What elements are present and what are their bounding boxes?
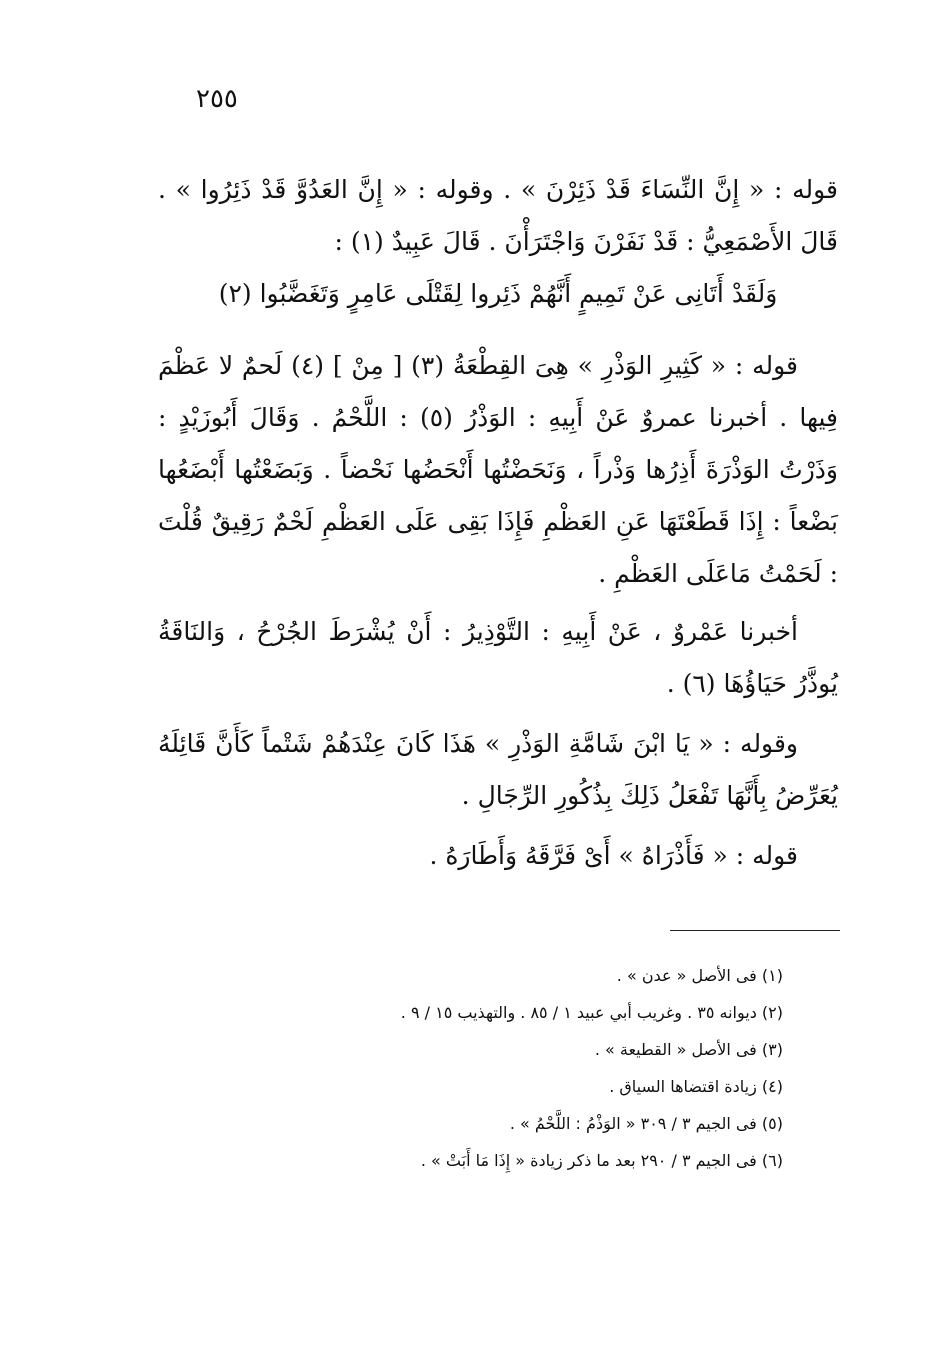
footnote-6: (٦) فى الجيم ٣ / ٢٩٠ بعد ما ذكر زيادة « إِذَا مَا أَبَتْ » .	[420, 1151, 783, 1170]
paragraph-text: أخبرنا عَمْروٌ ، عَنْ أَبِيهِ : التَّوْذِيرُ : أَنْ يُشْرَطَ الجُرْحُ ، وَالنَاقَةُ يُوذَّرُ حَيَاؤُهَا (٦) .	[158, 617, 838, 698]
page-number: ٢٥٥	[196, 84, 238, 114]
paragraph-text: قوله : « إِنَّ النِّسَاءَ قَدْ ذَئِرْنَ » . وقوله : « إِنَّ العَدُوَّ قَدْ ذَئِرُوا » . قَالَ الأَصْمَعِيُّ : قَدْ نَفَرْنَ وَاجْتَرَأْنَ . قَالَ عَبِيدٌ (١) :	[158, 175, 838, 256]
footnote-4: (٤) زيادة اقتضاها السياق .	[609, 1077, 783, 1096]
paragraph-text: قوله : « كَثِيرِ الوَذْرِ » هِىَ القِطْعَةُ (٣) [ مِنْ ] (٤) لَحمٌ لا عَظْمَ فِيها . أخبرنا عمروٌ عَنْ أَبِيهِ : الوَذْرُ (٥) : اللَّحْمُ . وَقَالَ أَبُوزَيْدٍ : وَذَرْتُ الوَذْرَةَ أَذِرُها وَذْراً ، وَنَحَضْتُها أَنْحَضُها نَحْضاً . وَبَضَعْتُها أَبْضَعُها بَضْعاً : إِذَا قَطَعْتَهَا عَنِ العَظْمِ فَإِذَا بَقِى عَلَى العَظْمِ لَحْمٌ رَقِيقٌ قُلْتَ : لَحَمْتُ مَاعَلَى العَظْمِ .	[158, 351, 838, 588]
footnote-1: (١) فى الأصل « عدن » .	[616, 966, 783, 985]
footnotes	[223, 957, 783, 1179]
footnote-5: (٥) فى الجيم ٣ / ٣٠٩ « الوَذْمُ : اللَّحْمُ » .	[509, 1114, 783, 1133]
main-paragraph-4	[158, 718, 838, 822]
paragraph-text: وقوله : « يَا ابْنَ شَامَّةِ الوَذْرِ » هَذَا كَانَ عِنْدَهُمْ شَتْماً كَأَنَّ قَائِلَهُ يُعَرِّضُ بِأَنَّهَا تَفْعَلُ ذَلِكَ بِذُكُورِ الرِّجَالِ .	[158, 729, 838, 810]
paragraph-text: قوله : « فَأَذْرَاهُ » أَىْ فَرَّقَهُ وَأَطَارَهُ .	[429, 841, 798, 870]
footnote-divider	[670, 930, 840, 931]
main-paragraph-5	[158, 830, 838, 882]
main-paragraph-3	[158, 606, 838, 710]
main-paragraph-2	[158, 340, 838, 600]
footnote-2: (٢) ديوانه ٣٥ . وغريب أبي عبيد ١ / ٨٥ . والتهذيب ١٥ / ٩ .	[400, 1003, 783, 1022]
verse-line	[158, 268, 838, 320]
footnote-3: (٣) فى الأصل « القطيعة » .	[594, 1040, 783, 1059]
main-paragraph-1	[158, 164, 838, 268]
verse-text: وَلَقَدْ أَتَانِى عَنْ تَمِيمٍ أَنَّهُمْ ذَئِروا لِقَتْلَى عَامِرٍ وَتَغَضَّبُوا (٢)	[218, 279, 778, 308]
